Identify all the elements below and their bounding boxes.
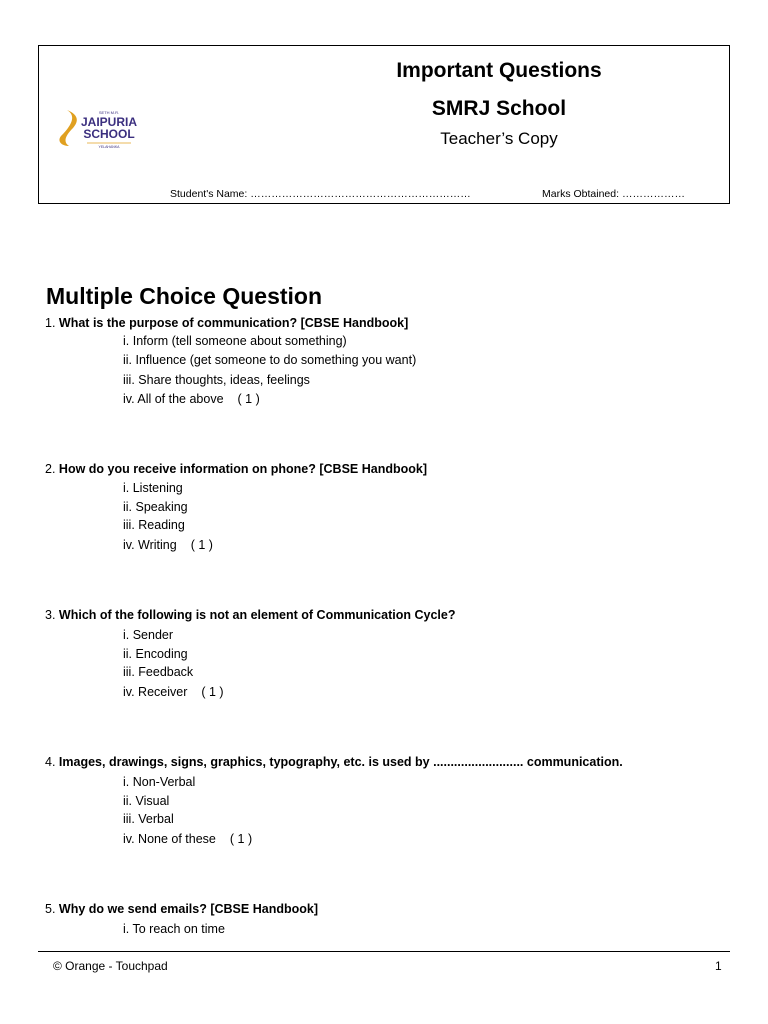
document-title: Important Questions [396,59,602,82]
question-text: How do you receive information on phone? [CBSE Handbook] [58,462,427,476]
footer-copyright: © Orange - Touchpad [53,959,168,973]
logo-city: YELAHANKA [98,145,120,149]
marks-label: ( 1 ) [237,392,260,406]
option-with-marks [123,685,224,699]
option-with-marks [123,392,260,406]
option: iii. Reading [123,518,185,532]
option: i. Non-Verbal [123,775,196,789]
option-with-marks [123,832,252,846]
option: i. Listening [123,481,183,495]
section-heading: Multiple Choice Question [46,283,323,309]
option: iii. Feedback [123,665,194,679]
option: ii. Speaking [123,500,188,514]
question-3 [45,608,455,622]
option-text: iv. Writing [123,538,177,552]
option-text: iv. Receiver [123,685,188,699]
page-number: 1 [715,959,722,973]
option: ii. Encoding [123,647,188,661]
question-text: Which of the following is not an element of Communication Cycle? [58,608,456,622]
question-2 [45,462,427,476]
question-text: Images, drawings, signs, graphics, typography, etc. is used by .......................... communication. [58,755,623,769]
marks-label: ( 1 ) [190,538,213,552]
marks-obtained-field: Marks Obtained: ……………… [542,188,685,200]
option: iii. Share thoughts, ideas, feelings [123,373,310,387]
document-header [38,45,730,204]
question-text: What is the purpose of communication? [CBSE Handbook] [58,316,409,330]
option: i. Sender [123,628,174,642]
option: ii. Influence (get someone to do something you want) [123,353,417,367]
option-with-marks [123,538,213,552]
marks-label: ( 1 ) [201,685,224,699]
logo-line-1: JAIPURIA [80,115,138,129]
option-text: iv. None of these [123,832,216,846]
logo-line-2: SCHOOL [83,127,135,141]
question-5 [45,902,318,916]
question-1 [45,316,408,330]
copy-type: Teacher’s Copy [440,129,558,148]
question-number: 4. [45,755,56,769]
school-name: SMRJ School [431,97,567,120]
option-text: iv. All of the above [123,392,224,406]
logo-small-text: SETH M.R. [98,110,120,115]
question-text: Why do we send emails? [CBSE Handbook] [58,902,318,916]
school-logo [53,106,153,152]
question-number: 1. [45,316,56,330]
question-4 [45,755,623,769]
option: i. To reach on time [123,922,225,936]
option: ii. Visual [123,794,170,808]
question-number: 5. [45,902,56,916]
question-number: 2. [45,462,56,476]
footer-divider [38,951,730,952]
option: i. Inform (tell someone about something) [123,334,347,348]
student-name-field: Student's Name: ……………………………………………………… [170,188,471,200]
question-number: 3. [45,608,56,622]
marks-label: ( 1 ) [229,832,253,846]
option: iii. Verbal [123,812,174,826]
